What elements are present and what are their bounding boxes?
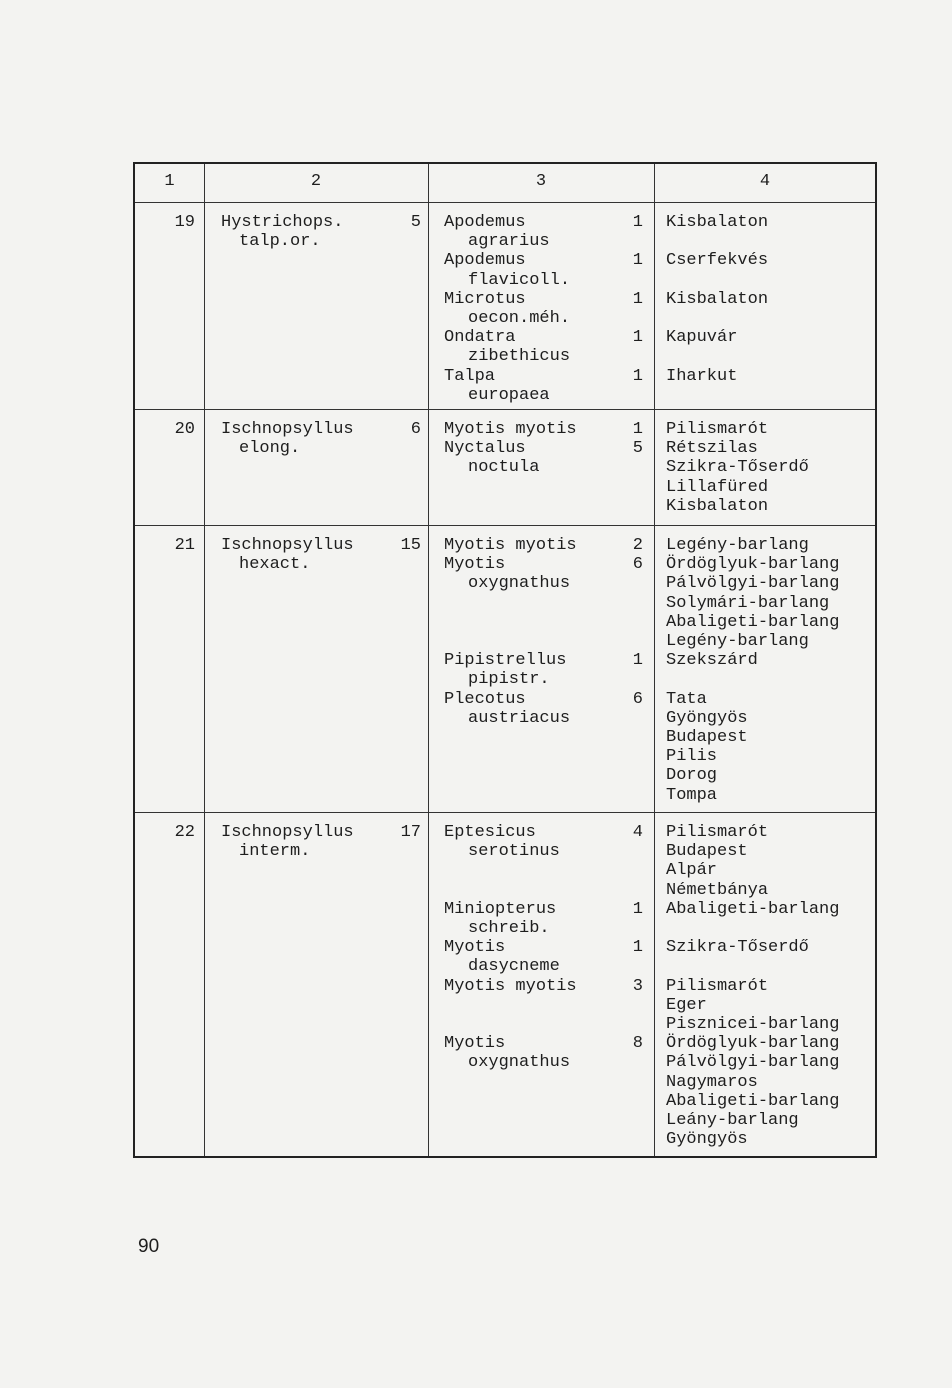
locality: Leány-barlang	[666, 1111, 799, 1130]
host-count: 5	[632, 439, 643, 459]
locality: Eger	[666, 995, 707, 1015]
header-col-2: 2	[310, 172, 322, 191]
species-name: elong.	[239, 439, 301, 459]
header-divider	[135, 202, 875, 203]
locality: Abaligeti-barlang	[666, 1091, 840, 1111]
locality: Cserfekvés	[666, 251, 769, 271]
host-name: Apodemus	[444, 251, 526, 271]
locality: Szekszárd	[666, 651, 758, 671]
host-name: pipistr.	[468, 670, 550, 690]
locality: Gyöngyös	[666, 708, 748, 728]
col-divider-1	[204, 164, 205, 1156]
host-name: serotinus	[468, 842, 560, 862]
specimen-count: 6	[410, 420, 421, 439]
locality: Legény-barlang	[666, 536, 809, 555]
locality: Kisbalaton	[666, 496, 769, 516]
host-name: Plecotus	[444, 689, 526, 709]
locality: Kisbalaton	[666, 213, 769, 232]
host-name: Miniopterus	[444, 899, 557, 919]
host-count: 2	[632, 536, 643, 555]
header-col-1: 1	[164, 172, 175, 191]
species-name: Ischnopsyllus	[221, 420, 354, 439]
row-divider-21	[135, 812, 875, 813]
locality: Kisbalaton	[666, 289, 769, 309]
row-divider-20	[135, 525, 875, 526]
host-name: oxygnathus	[468, 1053, 571, 1073]
species-name: Hystrichops.	[221, 213, 344, 232]
locality: Abaligeti-barlang	[666, 612, 840, 632]
locality: Budapest	[666, 728, 748, 747]
species-name: talp.or.	[239, 232, 321, 252]
locality: Lillafüred	[666, 477, 769, 497]
row-number: 21	[174, 536, 195, 555]
locality: Rétszilas	[666, 439, 758, 459]
host-count: 6	[632, 555, 643, 575]
host-name: Ondatra	[444, 328, 516, 348]
host-count: 1	[632, 366, 643, 386]
locality: Gyöngyös	[666, 1130, 748, 1150]
host-name: Myotis myotis	[444, 420, 577, 439]
host-name: europaea	[468, 385, 550, 405]
species-name: hexact.	[239, 555, 311, 575]
host-name: oecon.méh.	[468, 309, 571, 328]
specimen-count: 17	[400, 823, 421, 842]
host-count: 1	[632, 651, 643, 671]
species-name: Ischnopsyllus	[221, 536, 354, 555]
locality: Alpár	[666, 861, 718, 881]
host-name: Talpa	[444, 366, 496, 386]
row-divider-19	[135, 409, 875, 410]
locality: Németbánya	[666, 880, 769, 900]
locality: Szikra-Tőserdő	[666, 458, 809, 478]
page-number: 90	[138, 1236, 160, 1257]
locality: Pilis	[666, 747, 718, 767]
host-count: 1	[632, 289, 643, 309]
locality: Legény-barlang	[666, 632, 809, 651]
host-count: 1	[632, 420, 643, 439]
locality: Nagymaros	[666, 1072, 758, 1092]
header-col-3: 3	[535, 172, 547, 191]
host-name: austriacus	[468, 708, 571, 728]
species-table	[133, 162, 877, 1158]
locality: Pálvölgyi-barlang	[666, 574, 840, 594]
host-name: zibethicus	[468, 347, 571, 367]
locality: Kapuvár	[666, 328, 738, 348]
host-name: Myotis	[444, 1034, 506, 1054]
host-name: flavicoll.	[468, 270, 571, 290]
host-name: Eptesicus	[444, 823, 536, 842]
host-count: 1	[632, 328, 643, 348]
host-name: Myotis	[444, 555, 506, 575]
host-count: 3	[632, 976, 643, 996]
locality: Dorog	[666, 766, 718, 786]
host-name: Apodemus	[444, 213, 526, 232]
specimen-count: 15	[400, 536, 421, 555]
host-name: Myotis myotis	[444, 976, 577, 996]
host-count: 8	[632, 1034, 643, 1054]
locality: Ördöglyuk-barlang	[666, 1034, 840, 1054]
locality: Pilismarót	[666, 823, 769, 842]
host-name: oxygnathus	[468, 574, 571, 594]
col-divider-2	[428, 164, 429, 1156]
col-divider-3	[654, 164, 655, 1156]
row-number: 19	[174, 213, 195, 232]
species-name: Ischnopsyllus	[221, 823, 354, 842]
locality: Tompa	[666, 785, 718, 805]
host-count: 1	[632, 938, 643, 958]
host-name: Nyctalus	[444, 439, 526, 459]
host-count: 6	[632, 689, 643, 709]
host-count: 1	[632, 213, 643, 232]
species-name: interm.	[239, 842, 311, 862]
locality: Pilismarót	[666, 976, 769, 996]
host-name: Pipistrellus	[444, 651, 567, 671]
locality: Solymári-barlang	[666, 593, 830, 613]
locality: Iharkut	[666, 366, 738, 386]
locality: Pálvölgyi-barlang	[666, 1053, 840, 1073]
specimen-count: 5	[410, 213, 421, 232]
host-name: agrarius	[468, 232, 550, 252]
host-name: dasycneme	[468, 957, 560, 977]
row-number: 22	[174, 823, 195, 842]
host-name: schreib.	[468, 919, 550, 938]
row-number: 20	[174, 420, 195, 439]
locality: Pilismarót	[666, 420, 769, 439]
header-col-4: 4	[759, 172, 771, 191]
host-name: Microtus	[444, 289, 526, 309]
host-name: Myotis	[444, 938, 506, 958]
locality: Pisznicei-barlang	[666, 1015, 840, 1034]
host-count: 1	[632, 251, 643, 271]
host-count: 4	[632, 823, 643, 842]
locality: Budapest	[666, 842, 748, 862]
locality: Ördöglyuk-barlang	[666, 555, 840, 575]
host-name: noctula	[468, 458, 540, 478]
host-count: 1	[632, 899, 643, 919]
locality: Tata	[666, 689, 707, 709]
locality: Szikra-Tőserdő	[666, 938, 809, 958]
locality: Abaligeti-barlang	[666, 899, 840, 919]
host-name: Myotis myotis	[444, 536, 577, 555]
